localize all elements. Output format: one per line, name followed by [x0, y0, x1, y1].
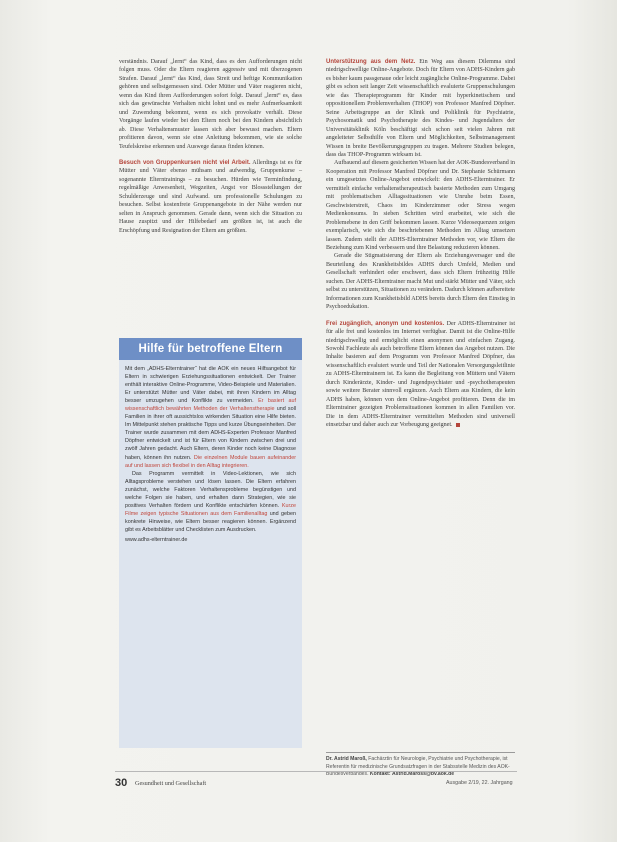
info-box-title: Hilfe für betroffene Eltern: [119, 338, 302, 360]
inline-heading: Besuch von Gruppenkursen nicht viel Arbeit.: [119, 159, 251, 166]
body-paragraph-with-heading: [326, 320, 515, 430]
info-box-paragraph: [125, 365, 296, 470]
author-description: Fachärztin für Neurologie, Psychiatrie und Psychotherapie, ist Referentin für medizinische Grundsatzfragen in der Stabsstelle Medizin des AOK-Bundesverbandes.: [326, 756, 510, 778]
inline-heading: Frei zugänglich, anonym und kostenlos.: [326, 320, 445, 327]
paragraph-text: Allerdings ist es für Mütter und Väter ebenso mühsam und aufwendig, Gruppenkurse – sogenannte Elterntrainings – zu besuchen. Hürden wie Terminfindung, regelmäßige Anwesenheit, Wegzeiten, Angst vor Blossstellungen der Schulderzeuge und sind Aufwand. um professionelle Schulungen zu besuchen. Selbst kostenfreie Gruppenangebote in der Nähe werden nur selten in Anspruch genommen. Gerade dann, wenn sich die Situation zu Hause zuspitzt und der Hilfebedarf am größten ist, ist auch die Erschöpfung und Resignation der Eltern am größten.: [119, 159, 302, 234]
info-highlight: Kurze Filme zeigen typische Situationen aus dem Familienalltag: [125, 502, 297, 517]
author-separator: [326, 752, 515, 753]
body-paragraph: Aufbauend auf diesem gesicherten Wissen hat der AOK-Bundesverband in Kooperation mit Professor Manfred Döpfner und Dr. Stephanie Schürmann ein umgesetztes Online-Angebot entwickelt: den ADHS-Elterntrainer. Er vermittelt einfache verhaltenstherapeutisch basierte Methoden zum Umgang mit problematischen Alltagssituationen wie Unruhe beim Essen, Geschwisterstreit, Chaos im Kinderzimmer oder Stress wegen Medienkonsums. In sieben Schritten wird erarbeitet, wie sich die Problemebene in den Griff bekommen lassen. Kurze Videosequenzen zeigen exemplarisch, wie sich die beschriebenen Methoden im Alltag umsetzen lassen. Zudem stellt der ADHS-Elterntrainer Methoden vor, wie Eltern die Beziehung zum Kind verbessern und ihre Belastung reduzieren können.: [326, 160, 515, 251]
info-text: und soll Familien in ihrer oft aussichtslos wirkenden Situation eine Hilfe bieten. Im Mittelpunkt stehen praktische Tipps und kurze Übungseinheiten. Der Trainer wurde zusammen mit dem ADHS-Experten Professor Manfred Döpfner entwickelt und ist für Eltern von Kindern zwischen drei und zwölf Jahren gedacht. Auch Eltern, deren Kinder noch keine Diagnose haben, können ihn nutzen.: [125, 406, 296, 461]
end-mark-icon: [456, 423, 460, 427]
body-paragraph: verständnis. Darauf „lernt“ das Kind, dass es den Aufforderungen nicht folgen muss. Oder die Eltern reagieren aggressiv und mit überzogenen Strafen. Darauf „lernt“ das Kind, dass Streit und heftige Kommunikation gehören und selbstgemessen sind. Oder Mütter und Väter reagieren nicht, wenn das Kind ihren Aufforderungen sofort folgt. Darauf „lernt“ es, dass sich das gewünschte Verhalten nicht lohnt und es mehr Aufmerksamkeit und Zuwendung bekommt, wenn es sich provokativ verhält. Diese Vorgänge laufen wieder bei den Eltern noch bei den Kindern absichtlich ab. Diese Verhaltensmuster lassen sich aber bewusst machen. Eltern profitieren davon, wenn sie eine Anleitung bekommen, wie sie solche Teufelskreise erkennen und Auswege daraus finden können.: [119, 59, 302, 150]
info-text: Mit dem „ADHS-Elterntrainer“ hat die AOK ein neues Hilfsangebot für Eltern in schwierigen Erziehungssituationen entwickelt. Der Trainer enthält interaktive Online-Programme, Video-Beispiele und Materialien. Er unterstützt Mütter und Väter dabei, mit ihren Kindern im Alltag besser umzugehen und Konflikte zu vermeiden.: [125, 366, 296, 405]
info-text: und geben konkrete Hinweise, wie Eltern besser reagieren können. Ergänzend gibt es Arbeitsblätter und Checklisten zum Ausdrucken.: [125, 510, 297, 533]
info-highlight: Die einzelnen Module bauen aufeinander auf und lassen sich flexibel in den Alltag integrieren.: [125, 454, 296, 469]
section-name: Gesundheit und Gesellschaft: [135, 780, 207, 787]
author-name: Dr. Astrid Maroß,: [326, 756, 367, 762]
paragraph-text: Der ADHS-Elterntrainer ist für alle frei und kostenlos im Internet verfügbar. Damit ist die Online-Hilfe niedrigschwellig und ermöglicht einen anonymen und einfachen Zugang. Sowohl Fachleute als auch betroffene Eltern können das Angebot nutzen. Die Inhalte basieren auf dem Programm von Professor Manfred Döpfner, das wissenschaftlich evaluiert wurde und Teil der Nationalen Versorgungsleitlinie zu ADHS-Elterntrainern ist. Es kann die Begleitung von Müttern und Vätern durch Kinderärzte, Kinder- und Jugendpsychiater und -psychotherapeuten sowie weitere Berater sinnvoll ergänzen. Auch Eltern aus Kindern, die kein ADHS haben, können von dem Online-Angebot profitieren. Denn die im Elterntrainer gezeigten Problemsituationen kommen in allen Familien vor. Die in dem ADHS-Elterntrainer vermittelten Methoden sind universell einsetzbar und daher auch zur Vorbeugung geeignet.: [326, 320, 516, 429]
contact-email[interactable]: Astrid.Maross@bv.aok.de: [391, 771, 455, 778]
right-column: [326, 58, 515, 429]
body-paragraph: Gerade die Stigmatisierung der Eltern als Erziehungsversager und die Beurteilung des Krankheitsbildes ADHS durch Umfeld, Medien und Gesellschaft verhindert oder erschwert, dass sich Eltern frühzeitig Hilfe suchen. Der ADHS-Elterntrainer macht Mut und stärkt Mütter und Väter, sich selbst zu unterstützen, Situationen zu verändern. Dadurch können aufbereitete Informationen zum Krankheitsbild ADHS bereits durch Eltern den Einstieg in Psychoedukation.: [326, 253, 515, 311]
info-box-body: [119, 360, 302, 544]
inline-heading: Unterstützung aus dem Netz.: [326, 59, 416, 65]
contact-label: Kontakt:: [369, 771, 391, 778]
paragraph-text: Ein Weg aus diesem Dilemma sind niedrigschwellige Online-Angebote. Doch für Eltern von ADHS-Kindern gab es bisher kaum passgenaue oder leicht zugängliche Online-Programme. Dabei gibt es schon seit langer Zeit wissenschaftlich evaluierte Gruppenschulungen wie das Therapieprogramm für Kinder mit hyperkinetischem und oppositionellem Problemverhalten (THOP) von Professor Manfred Döpfner. Seine Arbeitsgruppe an der Klinik und Poliklinik für Psychiatrie, Psychosomatik und Psychotherapie des Kindes- und Jugendalters der Universitätsklinik Köln beschäftigt sich schon seit vielen Jahren mit angeleiteter Selbsthilfe von Eltern und Möglichkeiten, Selbstmanagement Wissen in breite Bevölkerungsgruppen zu tragen. Mehrere Studien belegen, dass das THOP-Programm wirksam ist.: [326, 59, 515, 158]
page-number: 30: [115, 777, 128, 789]
info-box: [119, 338, 302, 748]
info-box-paragraph: [125, 470, 296, 534]
author-bio: [326, 756, 515, 779]
left-column: [119, 58, 302, 235]
info-highlight: Er basiert auf wissenschaftlich bewährten Methoden der Verhaltenstherapie: [125, 398, 297, 413]
body-paragraph-with-heading: [326, 58, 515, 159]
info-box-url[interactable]: www.adhs-elterntrainer.de: [125, 536, 188, 543]
footer-divider: [115, 771, 517, 772]
body-paragraph-with-heading: [119, 159, 302, 235]
info-text: Das Programm vermittelt in Video-Lektionen, wie sich Alltagsprobleme verstehen und lösen lassen. Die Eltern erfahren zunächst, welche Faktoren Verhaltensprobleme begünstigen und welche Folgen sie haben, und erhalten dann Strategien, wie sie positives Verhalten fördern und Konflikte entschärfen können.: [125, 470, 296, 509]
issue-info: Ausgabe 2/19, 22. Jahrgang: [446, 780, 513, 786]
